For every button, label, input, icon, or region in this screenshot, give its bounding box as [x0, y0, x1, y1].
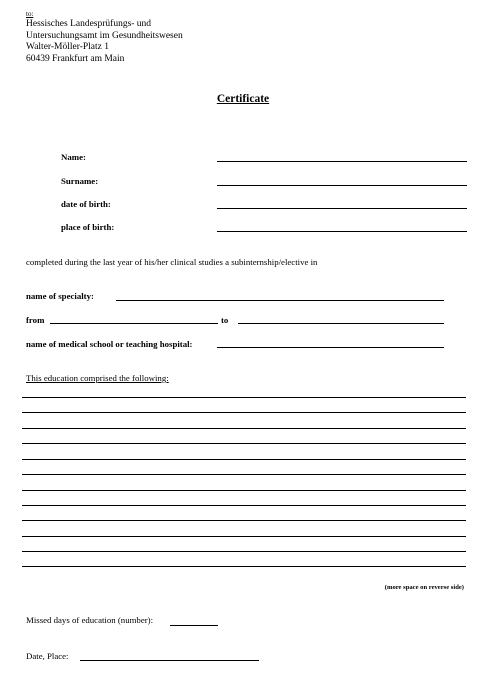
- missed-days-field[interactable]: [170, 625, 218, 626]
- place-of-birth-field[interactable]: [217, 231, 467, 232]
- specialty-field[interactable]: [116, 300, 444, 301]
- education-line[interactable]: [22, 551, 466, 552]
- education-line[interactable]: [22, 566, 466, 567]
- surname-label: Surname:: [61, 176, 99, 186]
- address-to-label: to:: [26, 10, 34, 18]
- education-line[interactable]: [22, 443, 466, 444]
- name-label: Name:: [61, 152, 86, 162]
- more-space-note: (more space on reverse side): [384, 584, 464, 591]
- date-of-birth-label: date of birth:: [61, 199, 111, 209]
- medical-school-field[interactable]: [217, 347, 444, 348]
- address-line-1: Hessisches Landesprüfungs- und: [26, 19, 152, 29]
- education-line[interactable]: [22, 536, 466, 537]
- name-field[interactable]: [217, 161, 467, 162]
- education-heading: This education comprised the following:: [26, 373, 169, 383]
- education-line[interactable]: [22, 490, 466, 491]
- medical-school-label: name of medical school or teaching hospital:: [26, 339, 193, 349]
- to-date-field[interactable]: [238, 323, 444, 324]
- specialty-label: name of specialty:: [26, 291, 94, 301]
- date-place-label: Date, Place:: [26, 651, 69, 661]
- education-line[interactable]: [22, 412, 466, 413]
- education-line[interactable]: [22, 520, 466, 521]
- completion-statement: completed during the last year of his/her clinical studies a subinternship/elective in: [26, 257, 318, 267]
- address-line-4: 60439 Frankfurt am Main: [26, 53, 125, 64]
- from-label: from: [26, 315, 45, 325]
- address-line-2: Untersuchungsamt im Gesundheitswesen: [26, 30, 183, 41]
- address-line-3: Walter-Möller-Platz 1: [26, 42, 110, 52]
- education-line[interactable]: [22, 397, 466, 398]
- document-title: Certificate: [216, 93, 270, 105]
- recipient-address: [26, 10, 183, 65]
- missed-days-label: Missed days of education (number):: [26, 615, 154, 625]
- education-line[interactable]: [22, 459, 466, 460]
- education-line[interactable]: [22, 428, 466, 429]
- date-place-field[interactable]: [80, 660, 259, 661]
- education-line[interactable]: [22, 505, 466, 506]
- date-of-birth-field[interactable]: [217, 208, 467, 209]
- from-date-field[interactable]: [50, 323, 218, 324]
- surname-field[interactable]: [217, 185, 467, 186]
- education-line[interactable]: [22, 474, 466, 475]
- to-label: to: [221, 315, 229, 325]
- place-of-birth-label: place of birth:: [61, 222, 115, 232]
